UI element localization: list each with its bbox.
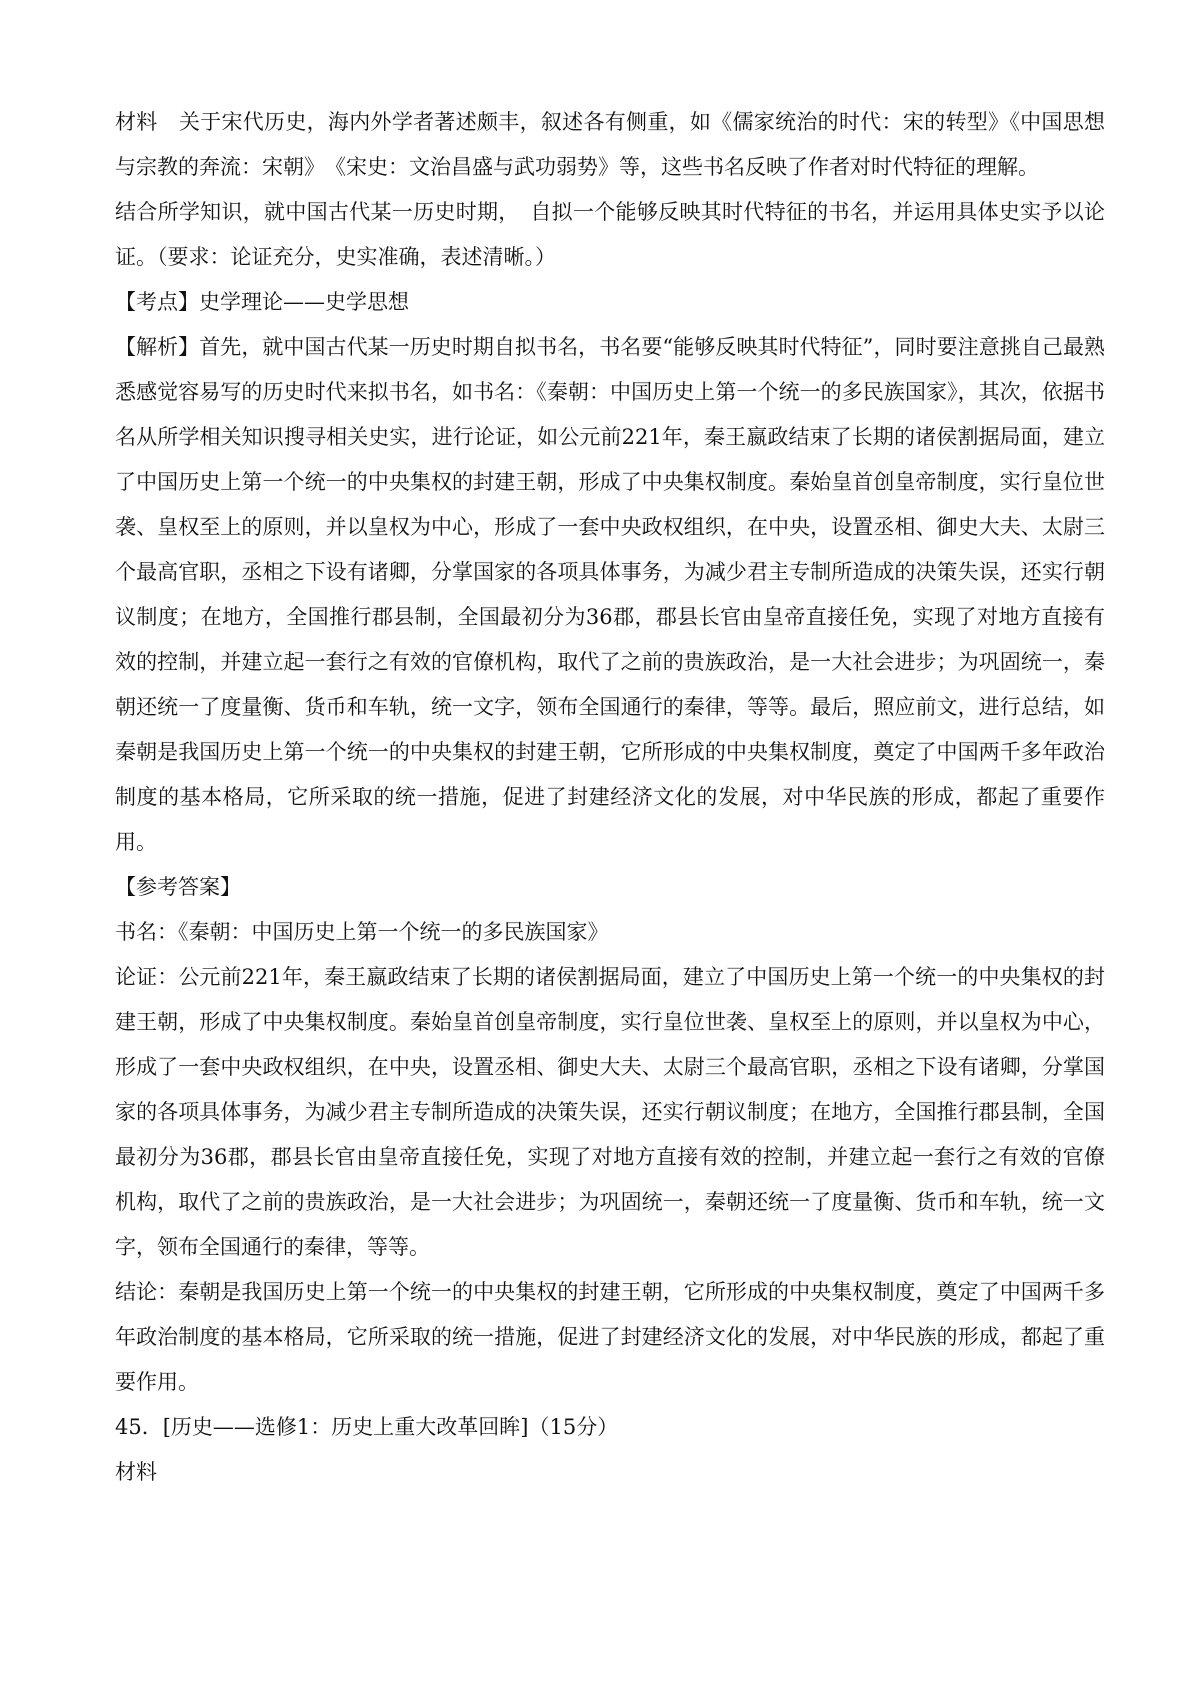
- reference-answer-heading: 【参考答案】: [115, 875, 241, 899]
- question-prompt: 结合所学知识，就中国古代某一历史时期， 自拟一个能够反映其时代特征的书名，并运用具体史实予以论证。（要求：论证充分，史实准确，表述清晰。）: [115, 200, 1105, 269]
- document-page: [115, 100, 1105, 1495]
- analysis-paragraph: 【解析】首先，就中国古代某一历史时期自拟书名，书名要“能够反映其时代特征”，同时要注意挑自己最熟悉感觉容易写的历史时代来拟书名，如书名：《秦朝：中国历史上第一个统一的多民族国家》，其次，依据书名从所学相关知识搜寻相关史实，进行论证，如公元前221年，秦王嬴政结束了长期的诸侯割据局面，建立了中国历史上第一个统一的中央集权的封建王朝，形成了中央集权制度。秦始皇首创皇帝制度，实行皇位世袭、皇权至上的原则，并以皇权为中心，形成了一套中央政权组织，在中央，设置丞相、御史大夫、太尉三个最高官职，丞相之下设有诸卿，分掌国家的各项具体事务，为减少君主专制所造成的决策失误，还实行朝议制度；在地方，全国推行郡县制，全国最初分为36郡，郡县长官由皇帝直接任免，实现了对地方直接有效的控制，并建立起一套行之有效的官僚机构，取代了之前的贵族政治，是一大社会进步；为巩固统一，秦朝还统一了度量衡、货币和车轨，统一文字，领布全国通行的秦律，等等。最后，照应前文，进行总结，如秦朝是我国历史上第一个统一的中央集权的封建王朝，它所形成的中央集权制度，奠定了中国两千多年政治制度的基本格局，它所采取的统一措施，促进了封建经济文化的发展，对中华民族的形成，都起了重要作用。: [115, 335, 1105, 854]
- conclusion-paragraph: 结论：秦朝是我国历史上第一个统一的中央集权的封建王朝，它所形成的中央集权制度，奠定了中国两千多年政治制度的基本格局，它所采取的统一措施，促进了封建经济文化的发展，对中华民族的形成，都起了重要作用。: [115, 1280, 1105, 1394]
- next-material-label: 材料: [115, 1460, 157, 1484]
- argument-paragraph: 论证：公元前221年，秦王嬴政结束了长期的诸侯割据局面，建立了中国历史上第一个统一的中央集权的封建王朝，形成了中央集权制度。秦始皇首创皇帝制度，实行皇位世袭、皇权至上的原则，并以皇权为中心，形成了一套中央政权组织，在中央，设置丞相、御史大夫、太尉三个最高官职，丞相之下设有诸卿，分掌国家的各项具体事务，为减少君主专制所造成的决策失误，还实行朝议制度；在地方，全国推行郡县制，全国最初分为36郡，郡县长官由皇帝直接任免，实现了对地方直接有效的控制，并建立起一套行之有效的官僚机构，取代了之前的贵族政治，是一大社会进步；为巩固统一，秦朝还统一了度量衡、货币和车轨，统一文字，领布全国通行的秦律，等等。: [115, 965, 1105, 1259]
- next-question-heading: 45．[历史——选修1：历史上重大改革回眸]（15分）: [115, 1415, 619, 1439]
- material-passage: 材料 关于宋代历史，海内外学者著述颇丰，叙述各有侧重，如《儒家统治的时代：宋的转型》《中国思想与宗教的奔流：宋朝》 《宋史：文治昌盛与武功弱势》等，这些书名反映了作者对时代特征的理解。: [115, 110, 1105, 179]
- book-title-line: 书名：《秦朝：中国历史上第一个统一的多民族国家》: [115, 920, 609, 944]
- exam-point-label: 【考点】史学理论——史学思想: [115, 290, 409, 314]
